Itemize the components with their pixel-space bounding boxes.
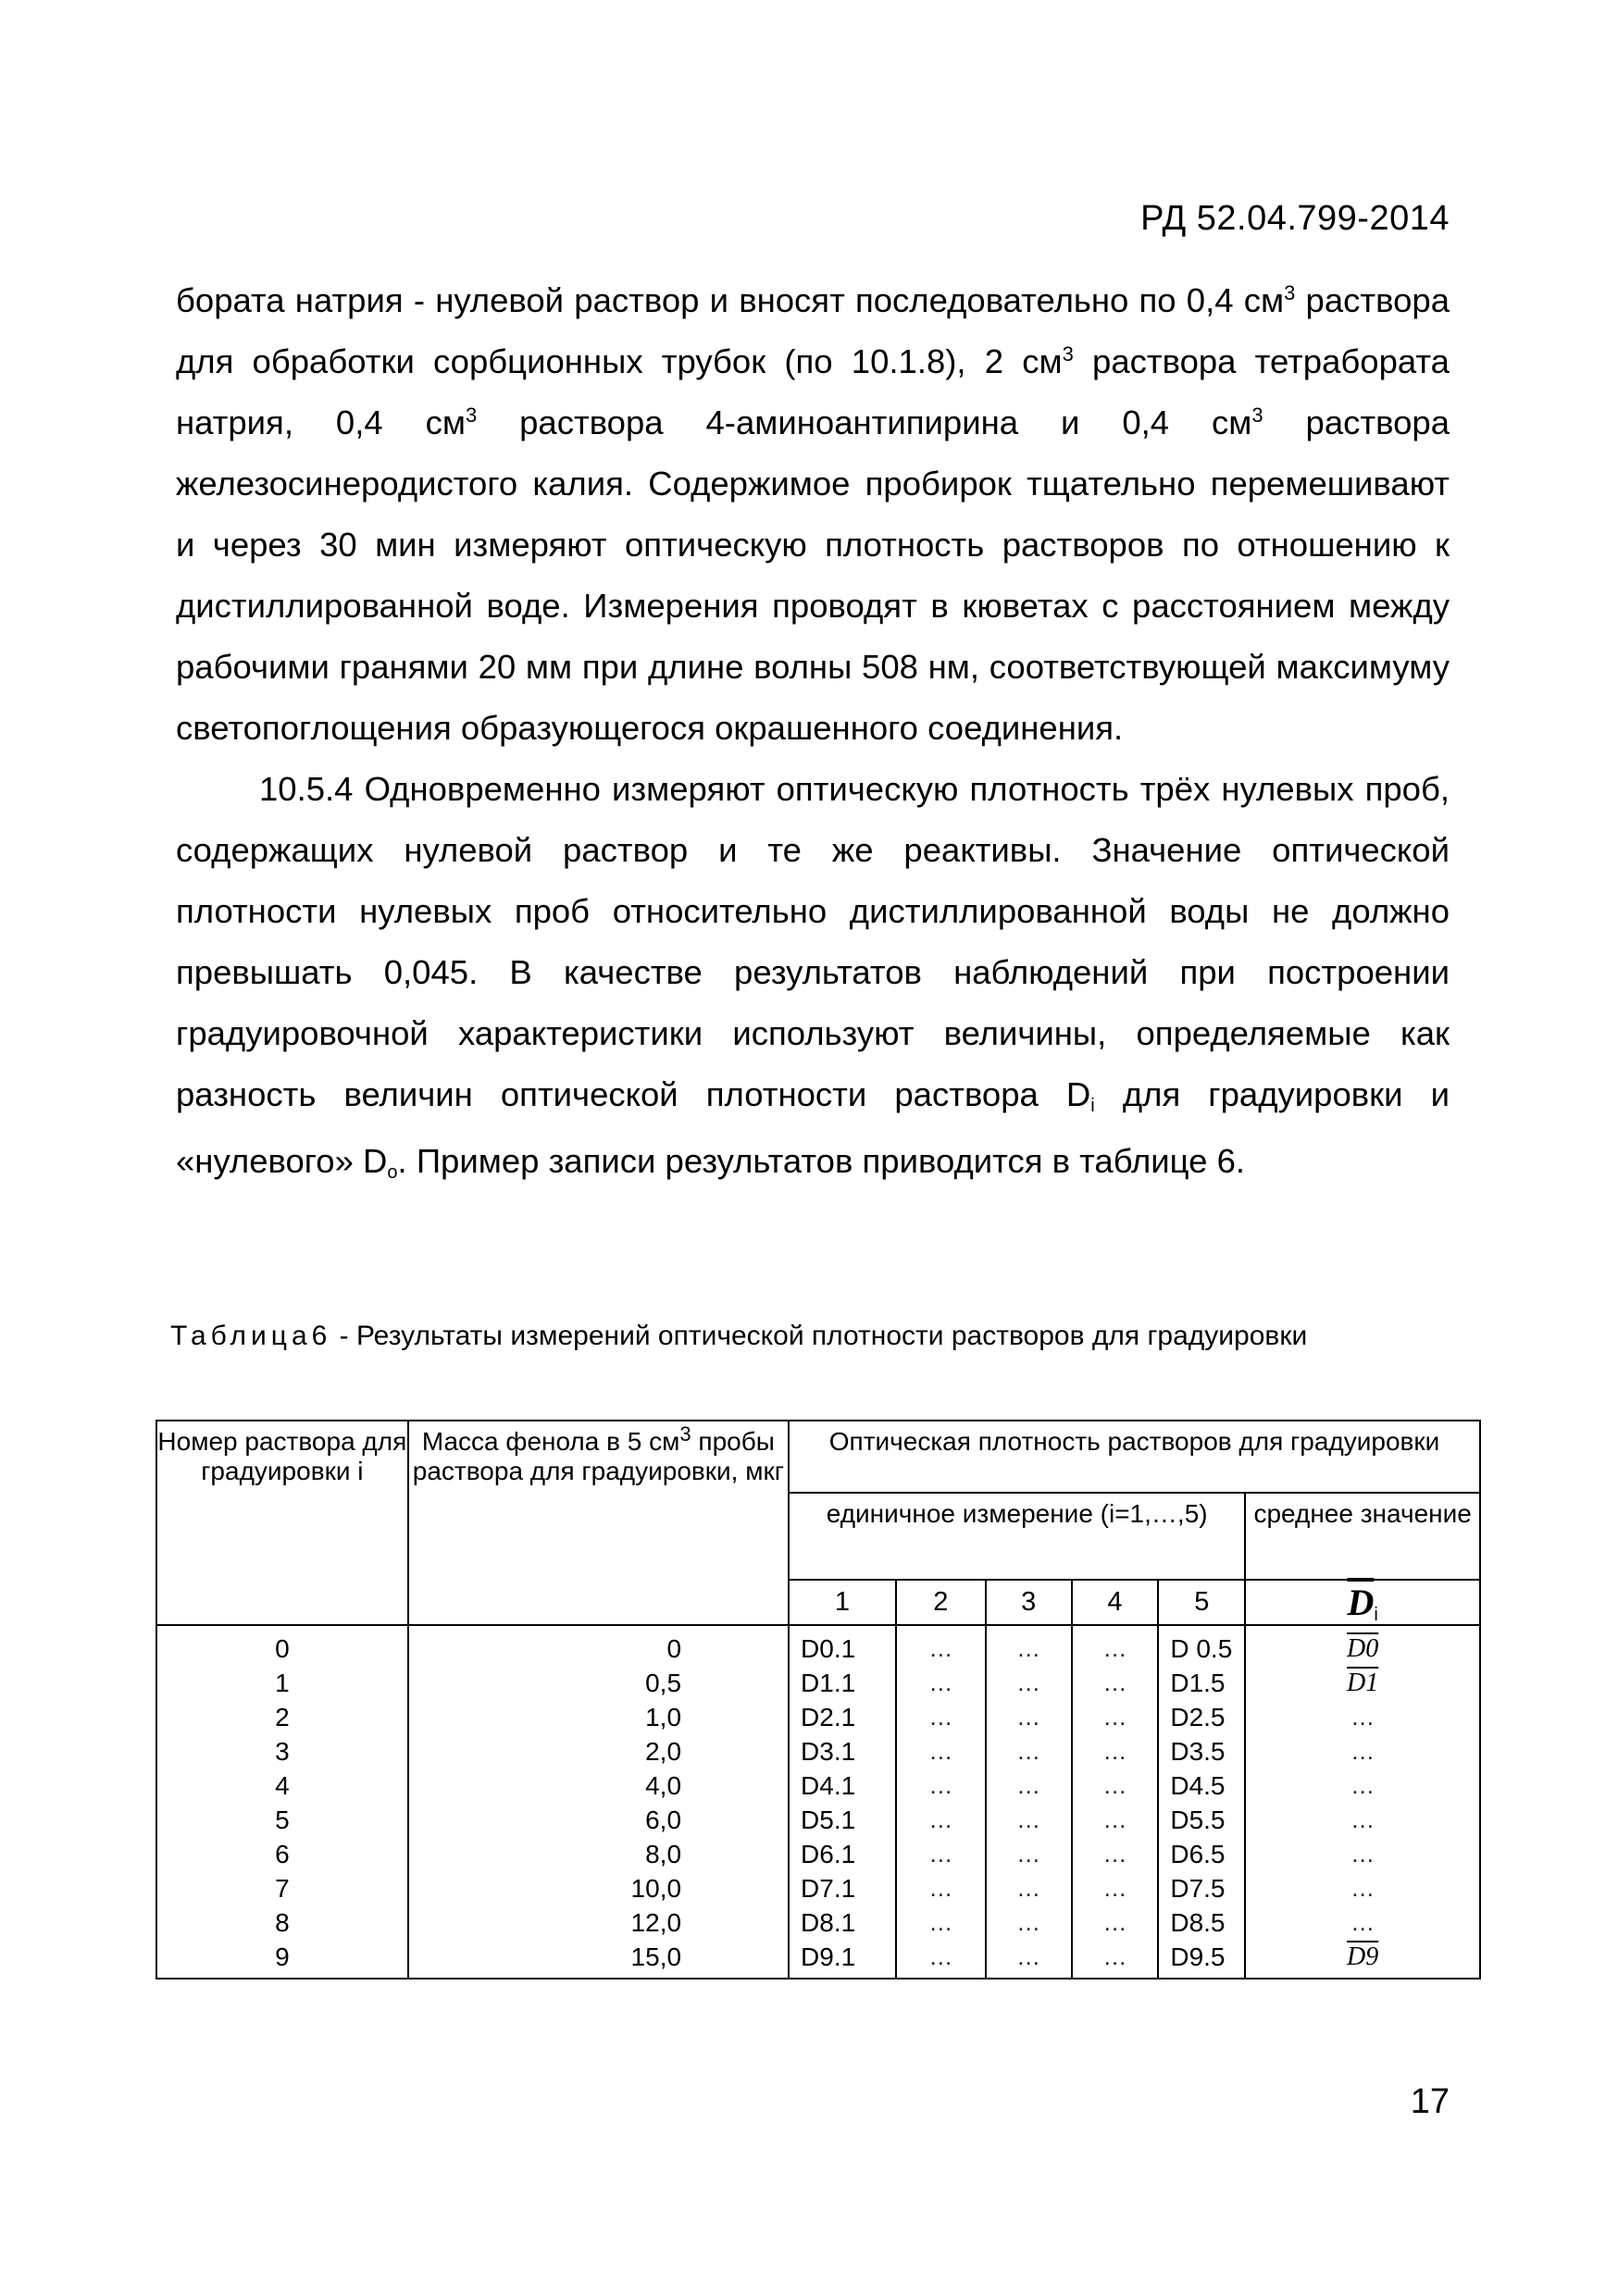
subscript: i xyxy=(1090,1096,1095,1116)
p1-part: раствора тетрабората натрия, 0,4 см xyxy=(176,342,1450,441)
mean-value: … xyxy=(1350,1703,1375,1731)
header-solution-number: Номер раствора для градуировки i xyxy=(156,1421,408,1625)
paragraph-1 xyxy=(176,270,1450,759)
p1-part: бората натрия - нулевой раствор и вносят последовательно по 0,4 см xyxy=(176,281,1285,319)
measurement-value-5: D3.5 xyxy=(1170,1737,1226,1766)
ellipsis: … xyxy=(928,1634,953,1662)
phenol-mass: 4,0 xyxy=(645,1771,682,1800)
mean-value: D1 xyxy=(1347,1669,1379,1697)
superscript: 3 xyxy=(1284,281,1296,304)
paragraph-2 xyxy=(176,759,1450,1198)
phenol-mass: 12,0 xyxy=(630,1908,682,1937)
superscript: 3 xyxy=(679,1422,691,1446)
ellipsis: … xyxy=(928,1771,953,1799)
ellipsis: … xyxy=(1102,1806,1127,1833)
solution-number: 7 xyxy=(275,1874,290,1903)
mean-symbol-subscript: i xyxy=(1374,1605,1378,1625)
column-measurement-3 xyxy=(986,1625,1072,1979)
ellipsis: … xyxy=(1016,1771,1041,1799)
ellipsis: … xyxy=(1016,1874,1041,1902)
column-measurement-4 xyxy=(1072,1625,1159,1979)
measurement-value-5: D6.5 xyxy=(1170,1840,1226,1868)
phenol-mass: 10,0 xyxy=(630,1874,682,1903)
header-phenol-mass xyxy=(408,1421,789,1625)
ellipsis: … xyxy=(928,1669,953,1696)
solution-number: 0 xyxy=(275,1634,290,1663)
p2-part: . Пример записи результатов приводится в таблице 6. xyxy=(397,1142,1246,1180)
document-code: РД 52.04.799-2014 xyxy=(1140,199,1450,238)
header-part: пробы раствора для градуировки, мкг xyxy=(412,1427,784,1485)
subcol-5: 5 xyxy=(1158,1580,1245,1625)
ellipsis: … xyxy=(928,1806,953,1833)
solution-number: 1 xyxy=(275,1669,290,1697)
ellipsis: … xyxy=(1102,1840,1127,1868)
ellipsis: … xyxy=(1102,1737,1127,1765)
p2-part: 10.5.4 Одновременно измеряют оптическую плотность трёх нулевых проб, содержащих нулевой раствор и те же реактивы. Значение оптической плотности нулевых проб относительно дистиллированной воды не должно превышать 0,045. В качестве результатов наблюдений при построении градуировочной характеристики используют величины, определяемые как разность величин оптической плотности раствора D xyxy=(176,770,1450,1113)
ellipsis: … xyxy=(1102,1908,1127,1936)
mean-value: … xyxy=(1350,1737,1375,1765)
ellipsis: … xyxy=(928,1908,953,1936)
header-part: Масса фенола в 5 см xyxy=(421,1427,680,1456)
measurement-value-5: D1.5 xyxy=(1170,1669,1226,1697)
measurement-value-1: D3.1 xyxy=(801,1737,856,1766)
p1-part: раствора 4-аминоантипирина и 0,4 см xyxy=(477,403,1252,441)
mean-value: … xyxy=(1350,1806,1375,1833)
solution-number: 9 xyxy=(275,1942,290,1971)
header-optical-density: Оптическая плотность растворов для градуировки xyxy=(789,1421,1480,1493)
ellipsis: … xyxy=(1016,1634,1041,1662)
ellipsis: … xyxy=(1016,1737,1041,1765)
subcol-3: 3 xyxy=(986,1580,1072,1625)
solution-number: 8 xyxy=(275,1908,290,1937)
ellipsis: … xyxy=(1016,1840,1041,1868)
measurement-value-1: D6.1 xyxy=(801,1840,856,1868)
superscript: 3 xyxy=(1062,342,1074,366)
measurement-value-5: D2.5 xyxy=(1170,1703,1226,1731)
column-measurement-2 xyxy=(896,1625,986,1979)
mean-value: … xyxy=(1350,1840,1375,1868)
ellipsis: … xyxy=(1102,1874,1127,1902)
subcol-2: 2 xyxy=(896,1580,986,1625)
ellipsis: … xyxy=(928,1874,953,1902)
mean-value: … xyxy=(1350,1771,1375,1799)
ellipsis: … xyxy=(1102,1669,1127,1696)
column-solution-numbers xyxy=(156,1625,408,1979)
measurement-value-5: D9.5 xyxy=(1170,1942,1226,1971)
solution-number: 2 xyxy=(275,1703,290,1731)
measurement-value-5: D5.5 xyxy=(1170,1806,1226,1834)
solution-number: 4 xyxy=(275,1771,290,1800)
mean-value: D9 xyxy=(1347,1942,1379,1971)
measurement-value-5: D8.5 xyxy=(1170,1908,1226,1937)
table-body-row xyxy=(156,1625,1480,1979)
phenol-mass: 0 xyxy=(666,1634,682,1663)
phenol-mass: 8,0 xyxy=(645,1840,682,1868)
ellipsis: … xyxy=(1102,1703,1127,1731)
results-table xyxy=(156,1420,1481,1980)
measurement-value-1: D2.1 xyxy=(801,1703,856,1731)
subcol-4: 4 xyxy=(1072,1580,1159,1625)
ellipsis: … xyxy=(1016,1908,1041,1936)
table-caption xyxy=(170,1308,1448,1365)
subscript: o xyxy=(387,1162,398,1183)
mean-value: D0 xyxy=(1347,1634,1379,1663)
measurement-value-5: D7.5 xyxy=(1170,1874,1226,1903)
phenol-mass: 1,0 xyxy=(645,1703,682,1731)
p1-part: раствора железосинеродистого калия. Содержимое пробирок тщательно перемешивают и через 30 мин измеряют оптическую плотность растворов по отношению к дистиллированной воде. Измерения проводят в кюветах с расстоянием между рабочими гранями 20 мм при длине волны 508 нм, соответствующей максимуму светопоглощения образующегося окрашенного соединения. xyxy=(176,403,1450,747)
superscript: 3 xyxy=(465,403,478,427)
caption-label: Таблица xyxy=(170,1321,312,1351)
measurement-value-5: D 0.5 xyxy=(1170,1634,1233,1663)
ellipsis: … xyxy=(1016,1806,1041,1833)
column-masses xyxy=(408,1625,789,1979)
solution-number: 5 xyxy=(275,1806,290,1834)
body-text xyxy=(176,270,1450,1198)
ellipsis: … xyxy=(1016,1703,1041,1731)
caption-text: - Результаты измерений оптической плотности растворов для градуировки xyxy=(331,1321,1308,1351)
ellipsis: … xyxy=(928,1703,953,1731)
mean-symbol: $\overline{D}$ xyxy=(1347,1582,1375,1623)
measurement-value-1: D7.1 xyxy=(801,1874,856,1903)
column-measurement-5 xyxy=(1158,1625,1245,1979)
measurement-value-1: D4.1 xyxy=(801,1771,856,1800)
page-number: 17 xyxy=(1410,2082,1450,2121)
ellipsis: … xyxy=(1102,1942,1127,1970)
measurement-value-1: D8.1 xyxy=(801,1908,856,1937)
caption-number: 6 xyxy=(311,1321,332,1351)
ellipsis: … xyxy=(928,1737,953,1765)
subcol-1: 1 xyxy=(789,1580,896,1625)
mean-value: … xyxy=(1350,1908,1375,1936)
mean-symbol-cell xyxy=(1245,1580,1480,1625)
ellipsis: … xyxy=(928,1942,953,1970)
header-single-measurement: единичное измерение (i=1,…,5) xyxy=(789,1493,1245,1580)
column-measurement-1 xyxy=(789,1625,896,1979)
p1-part: раствора для обработки сорбционных трубок (по 10.1.8), 2 см xyxy=(176,281,1450,380)
solution-number: 3 xyxy=(275,1737,290,1766)
ellipsis: … xyxy=(1102,1634,1127,1662)
superscript: 3 xyxy=(1251,403,1263,427)
measurement-value-1: D0.1 xyxy=(801,1634,856,1663)
measurement-value-1: D5.1 xyxy=(801,1806,856,1834)
phenol-mass: 15,0 xyxy=(630,1942,682,1971)
column-mean-values xyxy=(1245,1625,1480,1979)
solution-number: 6 xyxy=(275,1840,290,1868)
phenol-mass: 6,0 xyxy=(645,1806,682,1834)
ellipsis: … xyxy=(1102,1771,1127,1799)
ellipsis: … xyxy=(1016,1942,1041,1970)
mean-value: … xyxy=(1350,1874,1375,1902)
measurement-value-1: D1.1 xyxy=(801,1669,856,1697)
phenol-mass: 0,5 xyxy=(645,1669,682,1697)
phenol-mass: 2,0 xyxy=(645,1737,682,1766)
p2-part: для градуировки и «нулевого» D xyxy=(176,1075,1450,1180)
measurement-value-5: D4.5 xyxy=(1170,1771,1226,1800)
header-mean-value: среднее значение xyxy=(1245,1493,1480,1580)
measurement-value-1: D9.1 xyxy=(801,1942,856,1971)
ellipsis: … xyxy=(928,1840,953,1868)
ellipsis: … xyxy=(1016,1669,1041,1696)
